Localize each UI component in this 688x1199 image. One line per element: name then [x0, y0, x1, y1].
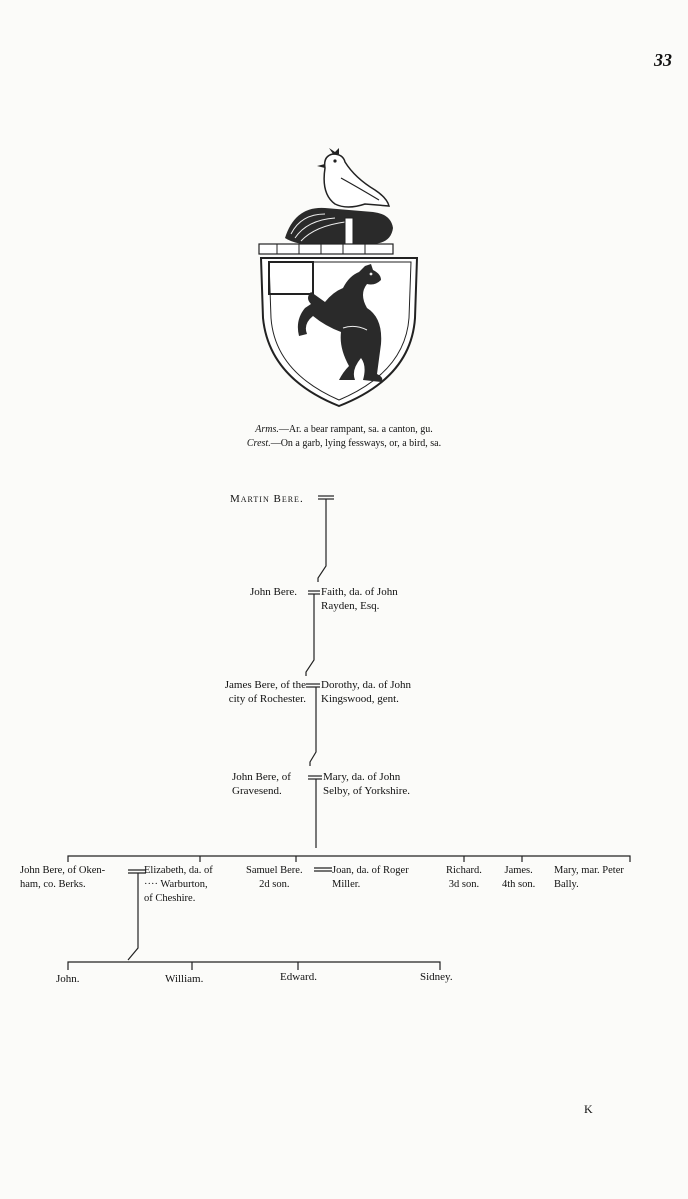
- mary-bally: [554, 864, 624, 892]
- elizabeth-line-1: Elizabeth, da. of: [144, 865, 213, 876]
- mary-selby-line-2: Selby, of Yorkshire.: [323, 785, 410, 797]
- faith-line-2: Rayden, Esq.: [321, 600, 380, 612]
- arms-text: —Ar. a bear rampant, sa. a canton, gu.: [278, 424, 433, 435]
- child-sidney: Sidney.: [420, 971, 453, 983]
- richard-line-1: Richard.: [446, 865, 482, 876]
- joan-line-1: Joan, da. of Roger: [332, 865, 409, 876]
- child-john: John.: [56, 973, 80, 985]
- samuel-line-1: Samuel Bere.: [246, 865, 303, 876]
- elizabeth-line-3: of Cheshire.: [144, 893, 196, 904]
- james-bere: [186, 678, 306, 706]
- john-bere-gravesend: [232, 770, 291, 798]
- dorothy-line-1: Dorothy, da. of John: [321, 679, 412, 691]
- arms-label: Arms.: [255, 424, 279, 435]
- martin-bere: Martin Bere.: [230, 493, 304, 505]
- signature-mark: K: [584, 1102, 593, 1116]
- john-okenham-line-2: ham, co. Berks.: [20, 879, 86, 890]
- mary-selby-line-1: Mary, da. of John: [323, 771, 401, 783]
- mary-selby: [323, 770, 410, 798]
- joan-miller: [332, 864, 409, 892]
- john-bere-gen2: John Bere.: [250, 586, 298, 598]
- crest-text: —On a garb, lying fessways, or, a bird, sa.: [270, 438, 442, 449]
- james-4th-line-2: 4th son.: [502, 879, 536, 890]
- james-line-2: city of Rochester.: [228, 693, 306, 705]
- faith-rayden: [321, 585, 398, 613]
- crest-label: Crest.: [246, 438, 271, 449]
- child-william: William.: [165, 973, 204, 985]
- mary-bally-line-2: Bally.: [554, 879, 579, 890]
- john-g4-line-1: John Bere, of: [232, 771, 291, 783]
- john-g4-line-2: Gravesend.: [232, 785, 282, 797]
- james-line-1: James Bere, of the: [224, 679, 306, 691]
- james-4th-line-1: James.: [504, 865, 533, 876]
- child-edward: Edward.: [280, 971, 317, 983]
- richard-line-2: 3d son.: [448, 879, 480, 890]
- faith-line-1: Faith, da. of John: [321, 586, 398, 598]
- elizabeth-line-2: ···· Warburton,: [144, 879, 208, 890]
- mary-bally-line-1: Mary, mar. Peter: [554, 865, 624, 876]
- dorothy-line-2: Kingswood, gent.: [321, 693, 399, 705]
- elizabeth-warburton: [144, 864, 213, 906]
- samuel-bere: [246, 864, 303, 892]
- richard: [446, 864, 482, 892]
- john-bere-okenham: [20, 864, 105, 892]
- dorothy-kingswood: [321, 678, 411, 706]
- samuel-line-2: 2d son.: [259, 879, 290, 890]
- page-number: 33: [654, 50, 672, 70]
- joan-line-2: Miller.: [332, 879, 361, 890]
- james-4th: [502, 864, 535, 892]
- john-okenham-line-1: John Bere, of Oken-: [20, 865, 106, 876]
